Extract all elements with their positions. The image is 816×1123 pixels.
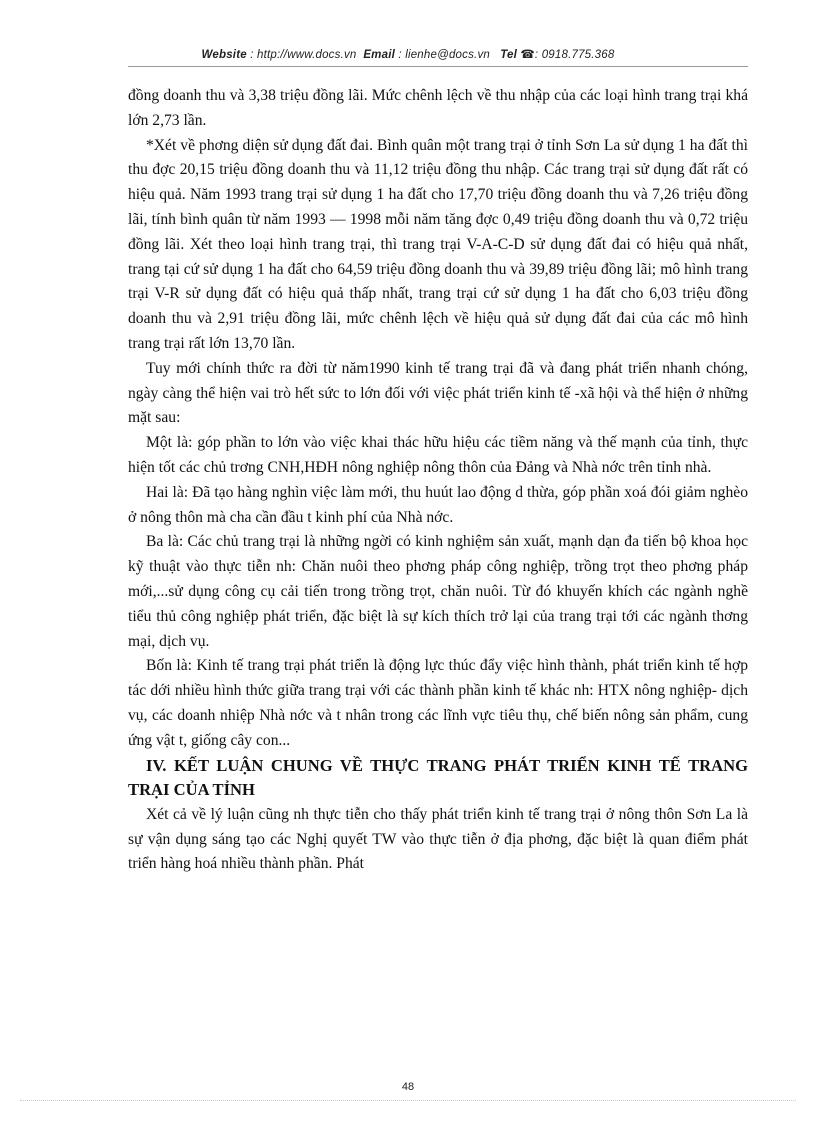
footer-divider — [20, 1100, 796, 1101]
page-number: 48 — [401, 1081, 415, 1093]
email-label: Email — [363, 49, 395, 61]
paragraph-4: Một là: góp phần to lớn vào việc khai thác hữu hiệu các tiềm năng và thế mạnh của tỉnh, thực hiện tốt các chủ trơng CNH,HĐH nông nghiệp nông thôn của Đảng và Nhà nớc trên tỉnh nhà. — [128, 434, 748, 476]
page-body — [128, 84, 748, 877]
email-value[interactable]: : lienhe@docs.vn — [398, 49, 490, 61]
paragraph-3: Tuy mới chính thức ra đời từ năm1990 kinh tế trang trại đã và đang phát triển nhanh chóng, ngày càng thể hiện vai trò hết sức to lớn đối với việc phát triển kinh tế -xã hội và thể hiện ở những mặt sau: — [128, 359, 748, 427]
header-divider — [128, 66, 748, 67]
paragraph-2: *Xét về phơng diện sử dụng đất đai. Bình quân một trang trại ở tỉnh Sơn La sử dụng 1 ha đất thì thu đợc 20,15 triệu đồng doanh thu và 11,12 triệu đồng thu nhập. Các trang trại sử dụng đất rất có hiệu quả. Năm 1993 trang trại sử dụng 1 ha đất cho 17,70 triệu đồng doanh thu và 7,26 triệu đồng lãi, tính bình quân từ năm 1993 — 1998 mỗi năm tăng đợc 0,49 triệu đồng doanh thu và 0,72 triệu đồng lãi. Xét theo loại hình trang trại, thì trang trại V-A-C-D sử dụng đất đai có hiệu quả nhất, trang tại cứ sử dụng 1 ha đất cho 64,59 triệu đồng doanh thu và 39,89 triệu đồng lãi; mô hình trang trại V-R sử dụng đất có hiệu quả thấp nhất, trang trại cứ sử dụng 1 ha đất cho 6,03 triệu đồng doanh thu và 2,91 triệu đồng lãi, mức chênh lệch về hiệu quả sử dụng đất đai của các mô hình trang trại rất lớn 13,70 lần. — [128, 136, 748, 352]
website-label: Website — [201, 49, 247, 61]
page-header — [0, 47, 816, 61]
paragraph-closing: Xét cả về lý luận cũng nh thực tiễn cho thấy phát triển kinh tế trang trại ở nông thôn Sơn La là sự vận dụng sáng tạo các Nghị quyết TW vào thực tiễn ở địa phơng, đặc biệt là quan điểm phát triển hàng hoá nhiều thành phần. Phát — [128, 805, 748, 873]
paragraph-5: Hai là: Đã tạo hàng nghìn việc làm mới, thu huút lao động d thừa, góp phần xoá đói giảm nghèo ở nông thôn mà cha cần đầu t kinh phí của Nhà nớc. — [128, 483, 748, 526]
website-url[interactable]: : http://www.docs.vn — [250, 49, 357, 61]
paragraph-1: đồng doanh thu và 3,38 triệu đồng lãi. Mức chênh lệch về thu nhập của các loại hình trang trại khá lớn 2,73 lần. — [128, 87, 748, 129]
section-heading: IV. KẾT LUẬN CHUNG VỀ THỰC TRANG PHÁT TRIỂN KINH TẾ TRANG TRẠI CỦA TỈNH — [128, 755, 748, 800]
tel-value: ☎: 0918.775.368 — [520, 49, 615, 61]
paragraph-6: Ba là: Các chủ trang trại là những ngời có kinh nghiệm sản xuất, mạnh dạn đa tiến bộ khoa học kỹ thuật vào thực tiễn nh: Chăn nuôi theo phơng pháp công nghiệp, trồng trọt theo phơng pháp mới,...sử dụng công cụ cải tiến trong trồng trọt, chăn nuôi. Từ đó khuyến khích các ngành nghề tiểu thủ công nghiệp phát triển, đặc biệt là sự kích thích trở lại của trang trại tới các ngành thơng mại, dịch vụ. — [128, 533, 748, 650]
tel-label: Tel — [500, 49, 517, 61]
paragraph-7: Bốn là: Kinh tế trang trại phát triển là động lực thúc đẩy việc hình thành, phát triển kinh tế hợp tác dới nhiều hình thức giữa trang trại với các thành phần kinh tế khác nh: HTX nông nghiệp- dịch vụ, các doanh nhiệp Nhà nớc và t nhân trong các lĩnh vực tiêu thụ, chế biến nông sản phẩm, cung ứng vật t, giống cây con... — [128, 657, 748, 749]
